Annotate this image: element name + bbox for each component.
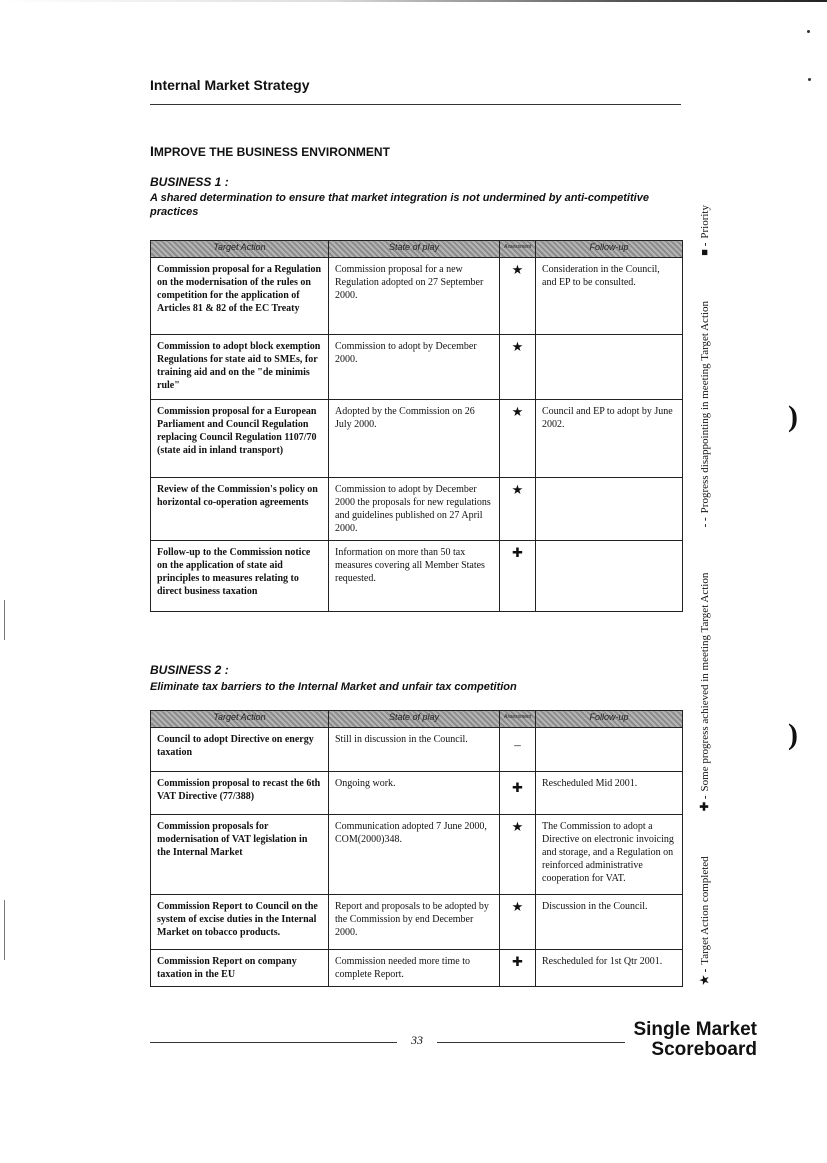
legend-square-icon: ■ - [698,242,711,256]
table-row [151,258,683,335]
scan-edge-mark [4,900,5,960]
follow-up-cell: Council and EP to adopt by June 2002. [536,400,683,478]
header-follow-up: Follow-up [536,241,683,258]
header-state-of-play: State of play [329,241,500,258]
follow-up-cell: Consideration in the Council, and EP to be consulted. [536,258,683,335]
table-row [151,895,683,950]
section-title [150,143,390,159]
follow-up-cell: Discussion in the Council. [536,895,683,950]
assessment-star-icon: ★ [500,335,536,400]
assessment-star-icon: ★ [500,258,536,335]
business1-label: BUSINESS 1 : [150,175,229,189]
table-row [151,728,683,772]
table-header-row [151,711,683,728]
state-of-play-cell: Commission to adopt by December 2000. [329,335,500,400]
target-action-cell: Commission to adopt block exemption Regulations for state aid to SMEs, for training aid and on the "de minimis rule" [151,335,329,400]
table-row [151,335,683,400]
target-action-cell: Council to adopt Directive on energy taxation [151,728,329,772]
table-row [151,950,683,987]
top-scan-edge [0,0,827,2]
assessment-star-icon: ★ [500,895,536,950]
follow-up-cell [536,541,683,612]
page-number: 33 [411,1033,423,1047]
follow-up-cell: The Commission to adopt a Directive on electronic invoicing and storage, and a Regulation on reinforced administrative cooperation for VAT. [536,815,683,895]
section-title-rest: MPROVE THE BUSINESS ENVIRONMENT [153,145,390,159]
scan-dot [807,30,810,33]
target-action-cell: Commission proposals for modernisation of VAT legislation in the Internal Market [151,815,329,895]
legend-star-icon: ★ - [699,968,711,985]
assessment-legend [698,205,711,985]
footer-rule-left [150,1042,397,1043]
logo-line-2: Scoreboard [651,1039,757,1060]
legend-disappointing-label: Progress disappointing in meeting Target Action [698,300,711,514]
footer-rule-right [437,1042,625,1043]
section-title-initial: I [150,143,154,159]
header-assessment: Assessment [500,711,536,728]
target-action-cell: Commission proposal for a Regulation on the modernisation of the rules on competition for the application of Articles 81 & 82 of the EC Treaty [151,258,329,335]
table-row [151,478,683,541]
legend-completed-label: Target Action completed [699,856,711,965]
header-rule [150,104,681,105]
assessment-plus-icon: ✚ [500,950,536,987]
business2-description: Eliminate tax barriers to the Internal Market and unfair tax competition [150,681,517,693]
business2-label: BUSINESS 2 : [150,663,229,677]
assessment-plus-icon: ✚ [500,541,536,612]
legend-disappointing [699,301,711,527]
header-follow-up: Follow-up [536,711,683,728]
legend-dash-icon: - - [698,517,711,528]
target-action-cell: Commission Report on company taxation in the EU [151,950,329,987]
table-row [151,541,683,612]
assessment-star-icon: ★ [500,815,536,895]
assessment-plus-icon: ✚ [500,772,536,815]
business2-table [150,710,683,987]
target-action-cell: Commission Report to Council on the system of excise duties in the Internal Market on tobacco products. [151,895,329,950]
legend-priority-label: Priority [698,205,711,239]
follow-up-cell: Rescheduled for 1st Qtr 2001. [536,950,683,987]
state-of-play-cell: Adopted by the Commission on 26 July 2000. [329,400,500,478]
binder-hole-mark: ) [788,718,798,751]
header-state-of-play: State of play [329,711,500,728]
target-action-cell: Commission proposal to recast the 6th VAT Directive (77/388) [151,772,329,815]
table-header-row [151,241,683,258]
table-row [151,815,683,895]
logo-line-1: Single Market [633,1019,757,1040]
header-target-action: Target Action [151,711,329,728]
follow-up-cell: Rescheduled Mid 2001. [536,772,683,815]
header-assessment: Assessment [500,241,536,258]
assessment-star-icon: ★ [500,478,536,541]
follow-up-cell [536,335,683,400]
target-action-cell: Follow-up to the Commission notice on the application of state aid principles to measures relating to direct business taxation [151,541,329,612]
business1-table [150,240,683,612]
legend-priority [699,205,711,256]
binder-hole-mark: ) [788,400,798,433]
state-of-play-cell: Commission needed more time to complete Report. [329,950,500,987]
state-of-play-cell: Information on more than 50 tax measures covering all Member States requested. [329,541,500,612]
scan-dot [808,78,811,81]
state-of-play-cell: Commission to adopt by December 2000 the proposals for new regulations and guidelines published on 27 April 2000. [329,478,500,541]
single-market-scoreboard-logo [633,1020,757,1060]
follow-up-cell [536,728,683,772]
table-row [151,772,683,815]
business1-description: A shared determination to ensure that market integration is not undermined by anti-competitive practices [150,192,649,218]
table-row [151,400,683,478]
target-action-cell: Review of the Commission's policy on horizontal co-operation agreements [151,478,329,541]
legend-some-progress [698,573,711,811]
target-action-cell: Commission proposal for a European Parliament and Council Regulation replacing Council Regulation 1107/70 (state aid in inland transport) [151,400,329,478]
legend-completed [698,856,711,985]
scan-edge-mark [4,600,5,640]
follow-up-cell [536,478,683,541]
legend-plus-icon: ✚ - [699,795,711,812]
running-head: Internal Market Strategy [150,77,310,93]
state-of-play-cell: Report and proposals to be adopted by the Commission by end December 2000. [329,895,500,950]
state-of-play-cell: Still in discussion in the Council. [329,728,500,772]
legend-some-progress-label: Some progress achieved in meeting Target Action [699,572,711,792]
assessment-star-icon: ★ [500,400,536,478]
state-of-play-cell: Ongoing work. [329,772,500,815]
header-target-action: Target Action [151,241,329,258]
state-of-play-cell: Communication adopted 7 June 2000, COM(2000)348. [329,815,500,895]
assessment-dash-icon: – [500,728,536,772]
state-of-play-cell: Commission proposal for a new Regulation adopted on 27 September 2000. [329,258,500,335]
